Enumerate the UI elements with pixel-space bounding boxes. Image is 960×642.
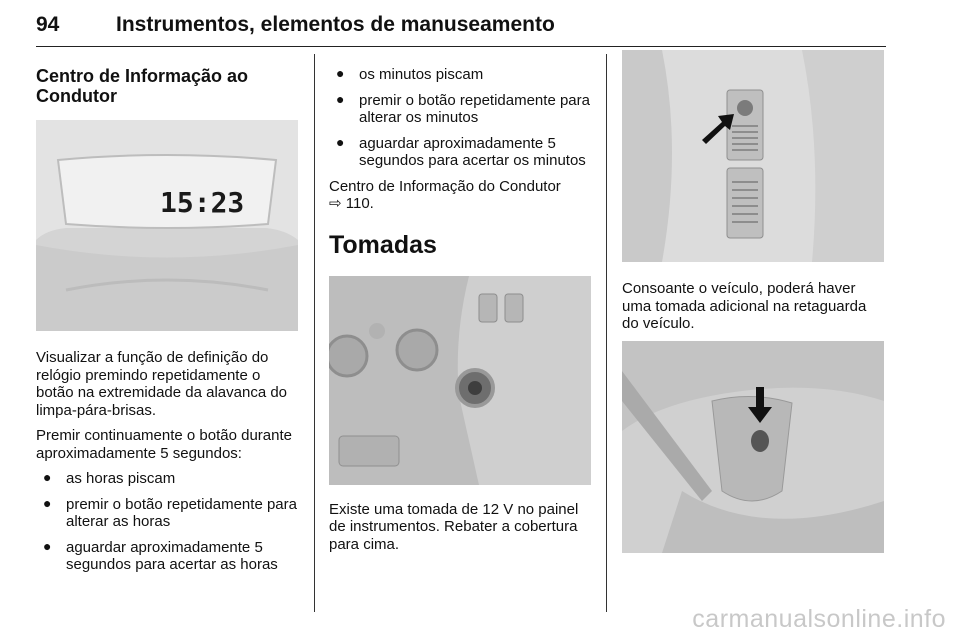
column-divider	[314, 54, 315, 612]
bullet-list	[36, 470, 300, 574]
section-heading-tomadas: Tomadas	[329, 230, 437, 259]
page-number: 94	[36, 13, 60, 36]
paragraph: Premir continuamente o botão durante aproximadamente 5 segundos:	[36, 427, 292, 462]
list-item: ● as horas piscam	[36, 470, 300, 488]
paragraph: Consoante o veículo, poderá haver uma tomada adicional na retaguarda do veículo.	[622, 280, 867, 332]
clock-digits: 15:23	[160, 186, 245, 219]
rear-socket-illustration	[622, 50, 884, 262]
clock-display-illustration	[36, 120, 298, 331]
list-item: ● aguardar aproximadamente 5 segundos para acertar as horas	[36, 539, 300, 574]
column-3	[622, 58, 886, 571]
paragraph: Visualizar a função de definição do relógio premindo repetidamente o botão na extremidade da alavanca do limpa-pára-brisas.	[36, 349, 288, 419]
list-item: ● aguardar aproximadamente 5 segundos para acertar os minutos	[329, 135, 593, 170]
watermark: carmanualsonline.info	[692, 605, 946, 633]
column-1	[36, 58, 300, 582]
list-item: ● os minutos piscam	[329, 66, 593, 84]
page-header	[36, 6, 886, 47]
cross-reference	[329, 178, 593, 213]
reference-page: 110.	[345, 195, 374, 212]
dashboard-socket-illustration	[329, 276, 591, 485]
seat-socket-illustration	[622, 341, 884, 553]
reference-text: Centro de Informação do Condutor	[329, 177, 561, 195]
bullet-list	[329, 66, 593, 170]
arrow-right-icon: ⇨	[329, 195, 342, 212]
column-divider	[606, 54, 607, 612]
paragraph: Existe uma tomada de 12 V no painel de instrumentos. Rebater a cobertura para cima.	[329, 500, 579, 553]
section-heading-dic: Centro de Informação ao Condutor	[36, 66, 249, 106]
running-title: Instrumentos, elementos de manuseamento	[116, 13, 555, 36]
list-item: ● premir o botão repetidamente para alterar as horas	[36, 496, 300, 531]
column-2	[329, 58, 593, 561]
list-item: ● premir o botão repetidamente para alterar os minutos	[329, 92, 593, 127]
